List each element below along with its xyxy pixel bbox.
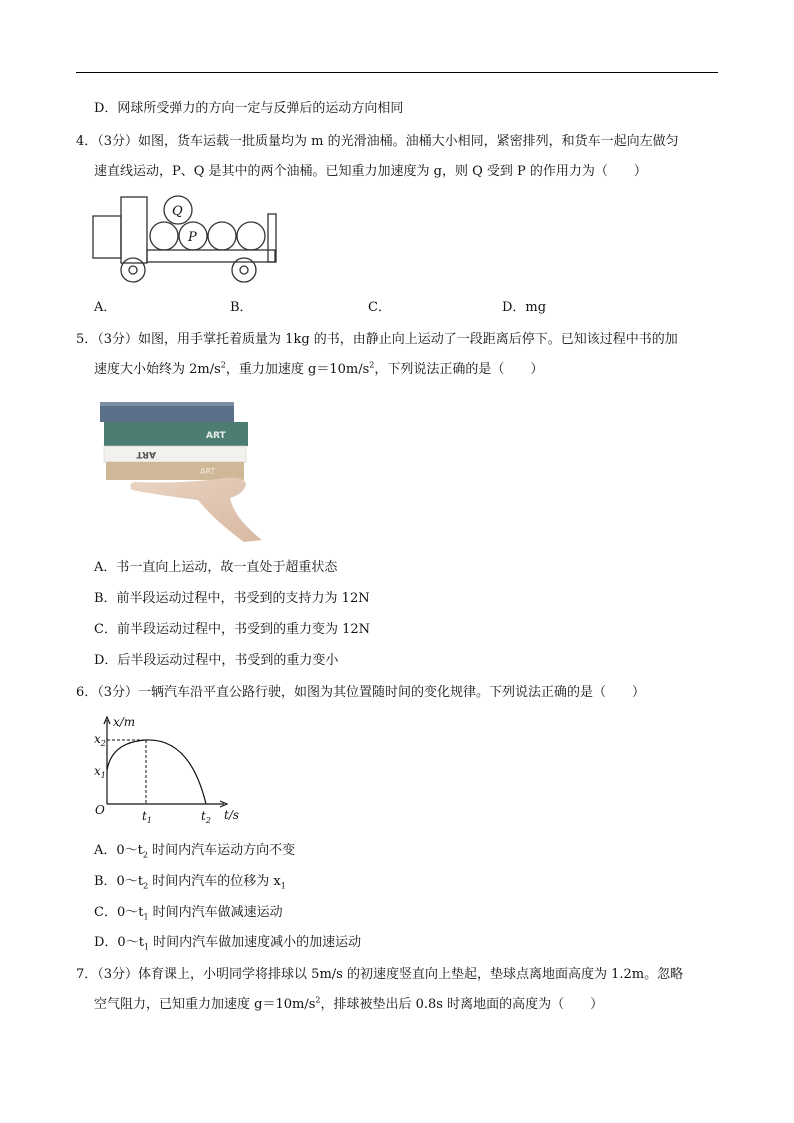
q6-option-d: D．$0\sim t_1$ 时间内汽车做加速度减小的加速运动 [94,935,362,952]
y-axis-label: x/m [113,715,136,729]
q6-stem: 6．（3分）一辆汽车沿平直公路行驶，如图为其位置随时间的变化规律。下列说法正确的是（ ） [76,685,646,700]
book-white [104,446,246,462]
t1-label: $t_1$ [142,809,152,825]
q5-option-d: D．后半段运动过程中，书受到的重力变小 [94,653,339,668]
x-axis-label: t/s [224,808,240,822]
label-q: Q [172,204,183,219]
books-on-hand-figure [94,398,264,542]
q4-option-a: A． [94,300,117,315]
position-time-graph [90,712,250,830]
label-p: P [188,230,197,245]
q5-option-b: B．前半段运动过程中，书受到的支持力为 12N [94,591,370,606]
q4-option-d: D．mg [502,300,547,315]
q7-stem-line2: 空气阻力，已知重力加速度 $g=10m/s^2$，排球被垫出后 0.8s 时离地面的高度为（ ） [94,995,604,1012]
position-curve [107,740,206,804]
q4-stem-line2: 速直线运动，P、Q 是其中的两个油桶。已知重力加速度为 g，则 Q 受到 P 的作用力为（ ） [94,164,647,179]
q5-stem-line2: 速度大小始终为 $2m/s^2$，重力加速度 $g=10m/s^2$，下列说法正确的是（ ） [94,360,544,377]
q5-option-c: C．前半段运动过程中，书受到的重力变为 12N [94,622,370,637]
q5-stem-line1: 5．（3分）如图，用手掌托着质量为 1kg 的书，由静止向上运动了一段距离后停下。已知该过程中书的加 [76,332,678,347]
q4-option-b: B． [230,300,253,315]
barrel [150,222,178,250]
wheel [121,258,145,282]
truck-bed [147,250,275,262]
barrel [237,222,265,250]
book-art-green [104,422,248,446]
q4-stem-line1: 4．（3分）如图，货车运载一批质量均为 m 的光滑油桶。油桶大小相同，紧密排列，和货车一起向左做匀 [76,134,679,149]
x1-label: $x_1$ [94,764,106,780]
q4-option-c: C． [368,300,391,315]
x2-label: $x_2$ [94,732,106,748]
svg-text:ART: ART [200,467,216,476]
origin-label: O [95,803,105,817]
truck-front-wall [121,197,147,263]
svg-text:ART: ART [136,449,156,459]
svg-text:ART: ART [206,431,226,441]
q6-option-c: C．$0\sim t_1$ 时间内汽车做减速运动 [94,905,283,922]
hand [130,478,262,542]
truck-figure [92,194,284,286]
book-tan [106,462,244,480]
header-rule [76,72,718,73]
barrel [208,222,236,250]
q3-option-d: D．网球所受弹力的方向一定与反弹后的运动方向相同 [94,101,404,116]
q7-stem-line1: 7．（3分）体育课上，小明同学将排球以 5m/s 的初速度竖直向上垫起，垫球点离地面高度为 1.2m。忽略 [76,967,684,982]
q5-option-a: A．书一直向上运动，故一直处于超重状态 [94,560,338,575]
q6-option-b: B．$0\sim t_2$ 时间内汽车的位移为 $x_1$ [94,874,286,891]
truck-cab [93,216,121,258]
q6-option-a: A．$0\sim t_2$ 时间内汽车运动方向不变 [94,843,296,860]
t2-label: $t_2$ [201,809,211,825]
